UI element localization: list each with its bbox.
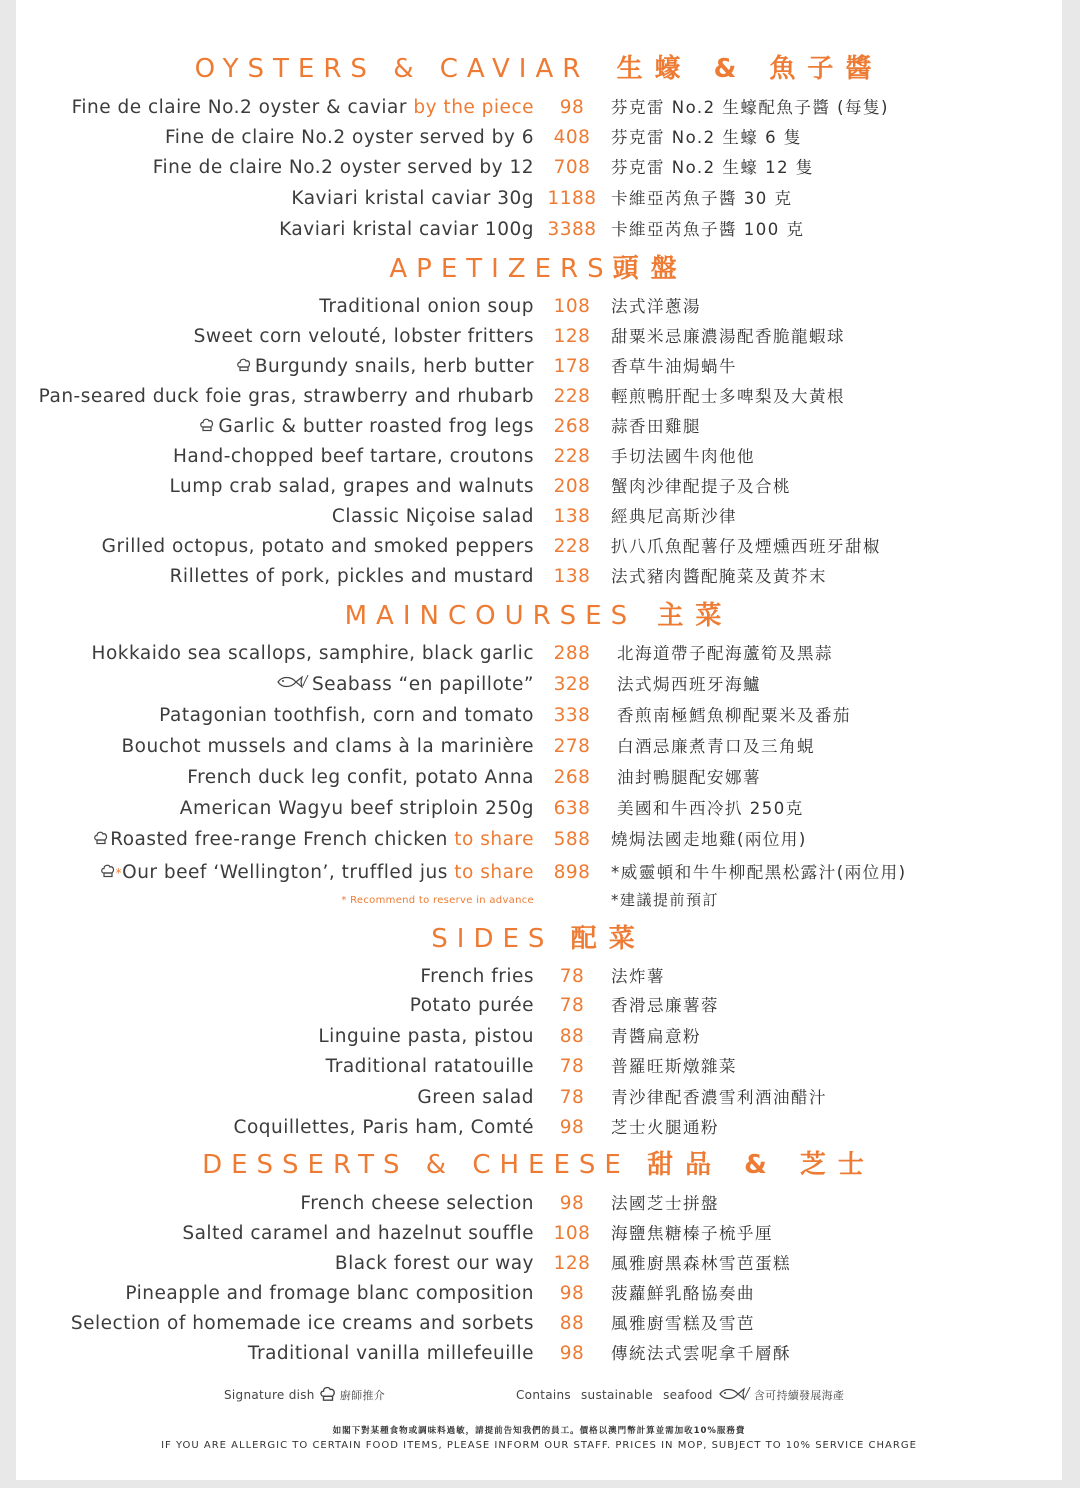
item-name: Lump crab salad, grapes and walnuts bbox=[169, 476, 534, 497]
item-name-zh: 油封鴨腿配安娜薯 bbox=[617, 768, 761, 787]
item-name-zh: 香滑忌廉薯蓉 bbox=[611, 996, 719, 1015]
fish-icon bbox=[717, 1386, 751, 1405]
menu-item bbox=[16, 95, 1062, 121]
item-name: Potato purée bbox=[409, 995, 534, 1016]
item-price: 98 bbox=[559, 1343, 585, 1364]
item-name-zh: 法式洋蔥湯 bbox=[611, 297, 701, 316]
menu-item bbox=[16, 384, 1062, 410]
chef-hat-icon bbox=[100, 860, 116, 886]
item-name-zh: 北海道帶子配海蘆筍及黑蒜 bbox=[617, 644, 833, 663]
item-name-zh: 芬克雷 No.2 生蠔 6 隻 bbox=[611, 128, 802, 147]
item-name-zh: 法炸薯 bbox=[611, 967, 665, 986]
menu-item bbox=[16, 827, 1062, 853]
menu-item bbox=[16, 1024, 1062, 1050]
item-name-zh: 芬克雷 No.2 生蠔配魚子醬 (每隻) bbox=[611, 98, 889, 117]
item-name: French duck leg confit, potato Anna bbox=[187, 767, 534, 788]
item-price: 88 bbox=[559, 1026, 585, 1047]
item-name: Linguine pasta, pistou bbox=[318, 1026, 534, 1047]
item-price: 78 bbox=[559, 966, 585, 987]
item-name: French fries bbox=[420, 966, 534, 987]
section-heading-oysters bbox=[16, 52, 1062, 86]
menu-item bbox=[16, 1054, 1062, 1080]
item-name: Classic Niçoise salad bbox=[331, 506, 534, 527]
fish-icon bbox=[275, 672, 309, 698]
menu-item bbox=[16, 672, 1062, 698]
section-title-zh: 配菜 bbox=[570, 924, 647, 954]
item-price: 98 bbox=[559, 1117, 585, 1138]
item-name: Fine de claire No.2 oyster & caviar by the piece bbox=[71, 97, 534, 118]
item-name-zh: 蒜香田雞腿 bbox=[611, 417, 701, 436]
menu-item bbox=[16, 1191, 1062, 1217]
item-name: Pineapple and fromage blanc composition bbox=[125, 1283, 534, 1304]
item-price: 338 bbox=[553, 705, 591, 726]
item-name-zh: 美國和牛西冷扒 250克 bbox=[617, 799, 804, 818]
section-title-zh: 生蠔 & 魚子醬 bbox=[616, 54, 884, 84]
menu-item bbox=[16, 860, 1062, 886]
item-name-zh: 法式焗西班牙海鱸 bbox=[617, 675, 761, 694]
item-name-zh: 芬克雷 No.2 生蠔 12 隻 bbox=[611, 158, 814, 177]
item-price: 708 bbox=[553, 157, 591, 178]
menu-item bbox=[16, 1115, 1062, 1141]
menu-item bbox=[16, 796, 1062, 822]
item-name: Traditional ratatouille bbox=[325, 1056, 534, 1077]
item-name-zh: 傳統法式雲呢拿千層酥 bbox=[611, 1344, 791, 1363]
item-name-zh: 青醬扁意粉 bbox=[611, 1027, 701, 1046]
item-price: 108 bbox=[553, 296, 591, 317]
item-name: Black forest our way bbox=[334, 1253, 534, 1274]
item-price: 208 bbox=[553, 476, 591, 497]
menu-item bbox=[16, 217, 1062, 243]
section-heading-apetizers bbox=[16, 252, 1062, 286]
item-name-zh: 香草牛油焗蝸牛 bbox=[611, 357, 737, 376]
item-price: 408 bbox=[553, 127, 591, 148]
menu-item bbox=[16, 324, 1062, 350]
item-price: 98 bbox=[559, 1193, 585, 1214]
item-name: Hokkaido sea scallops, samphire, black garlic bbox=[91, 643, 534, 664]
menu-page bbox=[16, 0, 1062, 1480]
item-name: French cheese selection bbox=[300, 1193, 534, 1214]
item-price: 3388 bbox=[547, 219, 597, 240]
item-name-zh: 海鹽焦糖榛子梳乎厘 bbox=[611, 1224, 773, 1243]
item-price: 278 bbox=[553, 736, 591, 757]
item-price: 138 bbox=[553, 566, 591, 587]
item-price: 78 bbox=[559, 1056, 585, 1077]
menu-item bbox=[16, 1341, 1062, 1367]
item-name: Bouchot mussels and clams à la marinière bbox=[121, 736, 534, 757]
item-name-zh: 蟹肉沙律配提子及合桃 bbox=[611, 477, 791, 496]
menu-item bbox=[16, 414, 1062, 440]
item-price: 138 bbox=[553, 506, 591, 527]
item-price: 98 bbox=[559, 97, 585, 118]
section-title-en: OYSTERS & CAVIAR bbox=[194, 54, 590, 84]
item-price: 898 bbox=[553, 862, 591, 883]
menu-item bbox=[16, 1221, 1062, 1247]
item-name-zh: 卡維亞芮魚子醬 30 克 bbox=[611, 189, 793, 208]
item-name-zh: 香煎南極鱈魚柳配粟米及番茄 bbox=[617, 706, 851, 725]
item-name: Seabass “en papillote” bbox=[275, 672, 534, 698]
item-name-zh: 經典尼高斯沙律 bbox=[611, 507, 737, 526]
menu-item bbox=[16, 125, 1062, 151]
item-price: 228 bbox=[553, 536, 591, 557]
item-price: 98 bbox=[559, 1283, 585, 1304]
menu-item bbox=[16, 294, 1062, 320]
item-name-zh: *威靈頓和牛牛柳配黑松露汁(兩位用) bbox=[611, 863, 907, 882]
menu-item bbox=[16, 1251, 1062, 1277]
item-name-zh: 輕煎鴨肝配士多啤梨及大黃根 bbox=[611, 387, 845, 406]
reserve-note: * Recommend to reserve in advance bbox=[341, 895, 534, 906]
item-name-zh: 手切法國牛肉他他 bbox=[611, 447, 755, 466]
item-name-zh: 芝士火腿通粉 bbox=[611, 1118, 719, 1137]
item-name: Selection of homemade ice creams and sorbets bbox=[70, 1313, 534, 1334]
menu-item bbox=[16, 1311, 1062, 1337]
item-name: *Our beef ‘Wellington’, truffled jus to share bbox=[100, 860, 534, 886]
section-title-zh: 主菜 bbox=[657, 601, 734, 631]
section-title-zh: 甜品 & 芝士 bbox=[647, 1150, 876, 1180]
menu-item bbox=[16, 186, 1062, 212]
item-price: 268 bbox=[553, 767, 591, 788]
item-name: Salted caramel and hazelnut souffle bbox=[182, 1223, 534, 1244]
section-title-en: APETIZERS bbox=[389, 254, 613, 284]
menu-item bbox=[16, 155, 1062, 181]
seafood-legend: Contains sustainable seafood 含可持續發展海產 bbox=[516, 1386, 844, 1405]
menu-item bbox=[16, 354, 1062, 380]
menu-item bbox=[16, 641, 1062, 667]
item-name: Pan-seared duck foie gras, strawberry and rhubarb bbox=[38, 386, 534, 407]
item-name: Coquillettes, Paris ham, Comté bbox=[233, 1117, 534, 1138]
item-price: 128 bbox=[553, 1253, 591, 1274]
menu-item bbox=[16, 1281, 1062, 1307]
menu-item bbox=[16, 564, 1062, 590]
item-price: 638 bbox=[553, 798, 591, 819]
item-price: 268 bbox=[553, 416, 591, 437]
item-price: 228 bbox=[553, 386, 591, 407]
item-price: 588 bbox=[553, 829, 591, 850]
signature-legend-label-zh: 廚師推介 bbox=[339, 1389, 386, 1402]
item-name: Patagonian toothfish, corn and tomato bbox=[159, 705, 534, 726]
section-title-en: DESSERTS & CHEESE bbox=[202, 1150, 630, 1180]
chef-hat-icon bbox=[236, 354, 252, 380]
menu-item bbox=[16, 703, 1062, 729]
signature-legend bbox=[224, 1386, 385, 1405]
menu-item bbox=[16, 444, 1062, 470]
section-heading-sides bbox=[16, 922, 1062, 956]
item-price: 78 bbox=[559, 995, 585, 1016]
item-name: Fine de claire No.2 oyster served by 6 bbox=[165, 127, 534, 148]
item-name-zh: 燒焗法國走地雞(兩位用) bbox=[611, 830, 807, 849]
item-price: 178 bbox=[553, 356, 591, 377]
item-name: Fine de claire No.2 oyster served by 12 bbox=[152, 157, 534, 178]
item-name: Grilled octopus, potato and smoked peppers bbox=[101, 536, 534, 557]
item-name-zh: 法式豬肉醬配腌菜及黃芥末 bbox=[611, 567, 827, 586]
item-name-zh: 白酒忌廉煮青口及三角蜆 bbox=[617, 737, 815, 756]
item-name: Rillettes of pork, pickles and mustard bbox=[169, 566, 534, 587]
item-name-zh: 法國芝士拼盤 bbox=[611, 1194, 719, 1213]
section-heading-mains bbox=[16, 599, 1062, 633]
item-name-zh: 甜粟米忌廉濃湯配香脆龍蝦球 bbox=[611, 327, 845, 346]
item-price: 108 bbox=[553, 1223, 591, 1244]
chef-hat-icon bbox=[199, 414, 215, 440]
item-name: Traditional onion soup bbox=[319, 296, 534, 317]
item-name: Green salad bbox=[417, 1087, 534, 1108]
item-name-zh: 扒八爪魚配薯仔及煙燻西班牙甜椒 bbox=[611, 537, 881, 556]
allergy-notice-zh: 如閣下對某種食物或調味料過敏，請提前告知我們的員工。價格以澳門幣計算並需加收10%服務費 bbox=[332, 1426, 746, 1436]
section-title-en: SIDES bbox=[431, 924, 554, 954]
item-name-zh: 青沙律配香濃雪利酒油醋汁 bbox=[611, 1088, 827, 1107]
item-price: 1188 bbox=[547, 188, 597, 209]
item-name: American Wagyu beef striploin 250g bbox=[179, 798, 534, 819]
menu-item bbox=[16, 474, 1062, 500]
item-name-zh: 風雅廚黑森林雪芭蛋糕 bbox=[611, 1254, 791, 1273]
section-title-en: MAINCOURSES bbox=[344, 601, 637, 631]
item-name: Roasted free-range French chicken to share bbox=[93, 827, 534, 853]
item-price: 288 bbox=[553, 643, 591, 664]
menu-item bbox=[16, 765, 1062, 791]
item-price: 128 bbox=[553, 326, 591, 347]
menu-item bbox=[16, 964, 1062, 990]
menu-item bbox=[16, 734, 1062, 760]
item-price: 328 bbox=[553, 674, 591, 695]
item-name: Sweet corn velouté, lobster fritters bbox=[193, 326, 534, 347]
chef-hat-icon bbox=[93, 827, 109, 853]
item-name: Kaviari kristal caviar 100g bbox=[279, 219, 534, 240]
item-price: 78 bbox=[559, 1087, 585, 1108]
reserve-note-zh: *建議提前預訂 bbox=[611, 891, 720, 909]
item-name-zh: 菠蘿鮮乳酪協奏曲 bbox=[611, 1284, 755, 1303]
item-name-zh: 風雅廚雪糕及雪芭 bbox=[611, 1314, 755, 1333]
item-price: 88 bbox=[559, 1313, 585, 1334]
item-name: Kaviari kristal caviar 30g bbox=[291, 188, 534, 209]
item-name-zh: 普羅旺斯燉雜菜 bbox=[611, 1057, 737, 1076]
signature-legend-label: Signature dish bbox=[224, 1388, 315, 1402]
item-name-zh: 卡維亞芮魚子醬 100 克 bbox=[611, 220, 805, 239]
item-name: Traditional vanilla millefeuille bbox=[247, 1343, 534, 1364]
item-price: 228 bbox=[553, 446, 591, 467]
section-heading-desserts bbox=[16, 1148, 1062, 1182]
menu-item bbox=[16, 534, 1062, 560]
menu-item bbox=[16, 1085, 1062, 1111]
allergy-notice-en: IF YOU ARE ALLERGIC TO CERTAIN FOOD ITEMS, PLEASE INFORM OUR STAFF. PRICES IN MOP, SUBJECT TO 10% SERVICE CHARGE bbox=[161, 1440, 917, 1451]
section-title-zh: 頭盤 bbox=[612, 254, 689, 284]
menu-item bbox=[16, 993, 1062, 1019]
item-name: Hand-chopped beef tartare, croutons bbox=[173, 446, 534, 467]
seafood-legend-label-zh: 含可持續發展海產 bbox=[753, 1389, 845, 1402]
item-name: Burgundy snails, herb butter bbox=[236, 354, 534, 380]
chef-hat-icon bbox=[319, 1386, 337, 1405]
menu-item bbox=[16, 504, 1062, 530]
item-name: Garlic & butter roasted frog legs bbox=[199, 414, 534, 440]
